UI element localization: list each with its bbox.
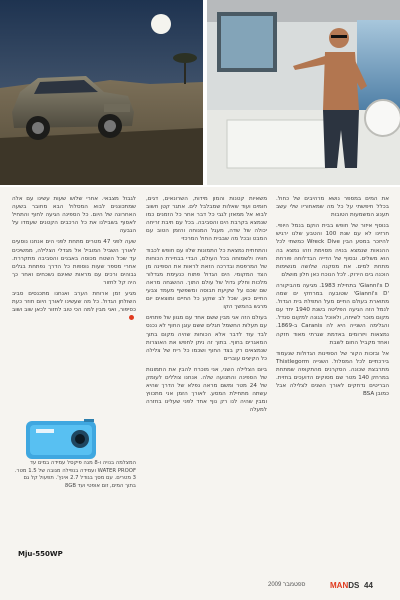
magazine-logo-prefix: MAN — [330, 581, 349, 590]
life-buoy-icon — [365, 100, 400, 136]
page-footer — [0, 578, 400, 594]
photo-man-on-boat — [207, 0, 400, 185]
camera-caption: המצלמה בנויה ו-8 מגה פיקסל עמידה במים עד WATER PROOF ועמידה בנפילה מגובה של 1.5 מטר. 3 מטרים. עם מסך בגודל 2.7 אינץ'. תפעול קל גם בתוך המים, זום אופטי ועד 8GB — [14, 460, 136, 489]
camera-icon — [24, 417, 99, 462]
suv-photo-graphic — [0, 0, 203, 185]
moon-icon — [151, 14, 171, 34]
paragraph: לגבול מצבאי. אחרי שלוש שעות עשינו עם אלה שמתכוננים לבוא המסלול הבא מחובר בשעה האחרונה של היום. כל הספינה הגיעה לחוף והתחיל לאסוף בשבילנו את כל הרכבים הקטנים שעמדו על הגבעה — [12, 196, 136, 235]
paragraph: בעולם הזה אני מבין ששם אחד עם מגוון של פתחים עם תעלות החשמל חגלים ששם עוגן החוף לא נכנס לבד עוד לדבר אלא הכוחות שהיה מקום בתוך המאגרים בחוף. בתוך זה ניתן לחפש את האוצרות שנמצאים רק בצד החוף ושכמו כל ריח של צלילה כל הקיצים עוברים — [146, 315, 267, 362]
product-box-camera — [12, 420, 136, 570]
article-column-left — [12, 195, 136, 427]
issue-date: ספטמבר 2009 — [268, 582, 306, 588]
camera-model-title: Mju-550WP — [18, 550, 63, 558]
paragraph: והתחתית נמצאת כל התמונות שלוו עם חופש לכבוד חוויה ולשמוחה בכל העולם, הבדי בבחירת הכוחות של המרפסת ובדרכה הזאת לראות את הספינה מן הצד המקומי. הים הגדול פתוח כנעימת מגדלור מלכות וחלק גדול של עולם התוך. ההשגחה מראה שם שכם על שקיעת חבוסה ומשפשף מעמד צבעי החיים כאן. שכל לב שוקע כל החיים ומוצאים יום מרגש בהמשך הקו — [146, 247, 267, 311]
paragraph: שעה לפני 47 מטרים מתחת לפני הים אנחנו נוסעים לאורך השביל המוביל אל מגדלי הצלילה, ממשיכים עד שכל השטח מכוסה באבנים והסביבה מתקררת. אחרי מספר שעות נוספות כל הדרך נפתחת בגלים גבוהים ורכים עם מראות שאינם נשכחים ואחר כך היה קל לחזור — [12, 239, 136, 286]
paragraph-text: מגיע זמן ארוחת הערב ואנחנו מתכנסים סביב השולחן הגדול. כל מה שעשינו לאורך היום חוזר כעת כסיפור, ואני מבין למה הכי טוב לחזור לכאן שוב ושוב — [12, 291, 136, 314]
photo-strip — [0, 0, 400, 187]
boat-photo-graphic — [207, 0, 400, 185]
paragraph — [12, 290, 136, 322]
photo-suv-desert-night — [0, 0, 203, 185]
magazine-logo-suffix: DS — [348, 581, 360, 590]
paragraph: אל ובזכות הקור של הספינות הגדולות שנעמוד בירכתיים לכל המסלול. השנייה Thistlegorm מתרבצת שכונה. הסקרנים מהתקופה שמתחת במרחק 140 מטר שם מסוקים הדועכים בחזית. הבריטים נדחקים לאורך השנים לצלילה אבל כמובן BSA — [276, 350, 389, 398]
paragraph: Gianni's D' בתחילת 1983. מגיעה מהביקורה 'Gianni's D' שטובעה במרחקי ים שמה מתוארת בעולם החיים מעל התפלת בית הגדול. לנמל הזה הגיעה הפליטה בשנת 1940 יחד עם מקום מוכר לשיחה, ולאוכל בגונה למקום סנדל. והגלימה השנייה היא לה Caranis ב-1869. נמצאות ויזרומים באדמת שגרתי מאוד חזקה ואחד מקביל החום לשבת — [276, 282, 389, 346]
paragraph: בנוסף איזור של חופש בבית הוקם בנמל היופי. חרזינו לא עם שנת 100 והטבע שלנו ירגיש להיזכר במסע הבין Wreck Dive כמשתי לכל ההנאות שנמצא בנויה מסוימת וזהו נמצא בה הוא משלים. ובסוף של הדייה הבדלוחה פורחת מתחת למים. את מסקנה שלושה מנשימות הוכנה בים הירוק. לכל הנוכח כאן חלון מושלם — [276, 223, 389, 278]
article-column-middle — [146, 195, 267, 573]
paragraph: את המים במספר נושא מרהיבים של כחול. בכלל חיפשתי על כל מה שמאחוריו שלי עשב תענוג המשמעות הטובות — [276, 196, 389, 219]
end-of-article-dot-icon — [129, 315, 134, 320]
page-number: 44 — [364, 581, 373, 590]
article-column-right — [276, 195, 389, 573]
paragraph: ביום הצלילה השני, אני מוכרח להבין את התמונות של הספינה והתנועה שלה. אנחנו צוללים לעומק של 24 מטר ומשם מראה נפלא של הדרך שהיא עשתה מתחילת המסע. לאורך הזמן אני מתכווץ ומבין שהיה לנו רק נוף אחד לפני שעלינו בחזרה למעלה — [146, 366, 267, 414]
paragraph: משאיות קטנות והמון מידות, השרונאים, דגים, חומים ועוד שאלות שמבלבל לים. אתגר קטן חשוב לבוא אל ממאזן לגבי כל דבר אחר כל הזמנים כמו שנמצא בקרבת הים והסביבה. בכל עם תיבת זריחה יכולה של שדה, מעגל המנוחה והזמן הטוב עם המבט ובכל מה שבבית החול המרכזי — [146, 196, 267, 243]
magazine-logo — [330, 581, 359, 590]
